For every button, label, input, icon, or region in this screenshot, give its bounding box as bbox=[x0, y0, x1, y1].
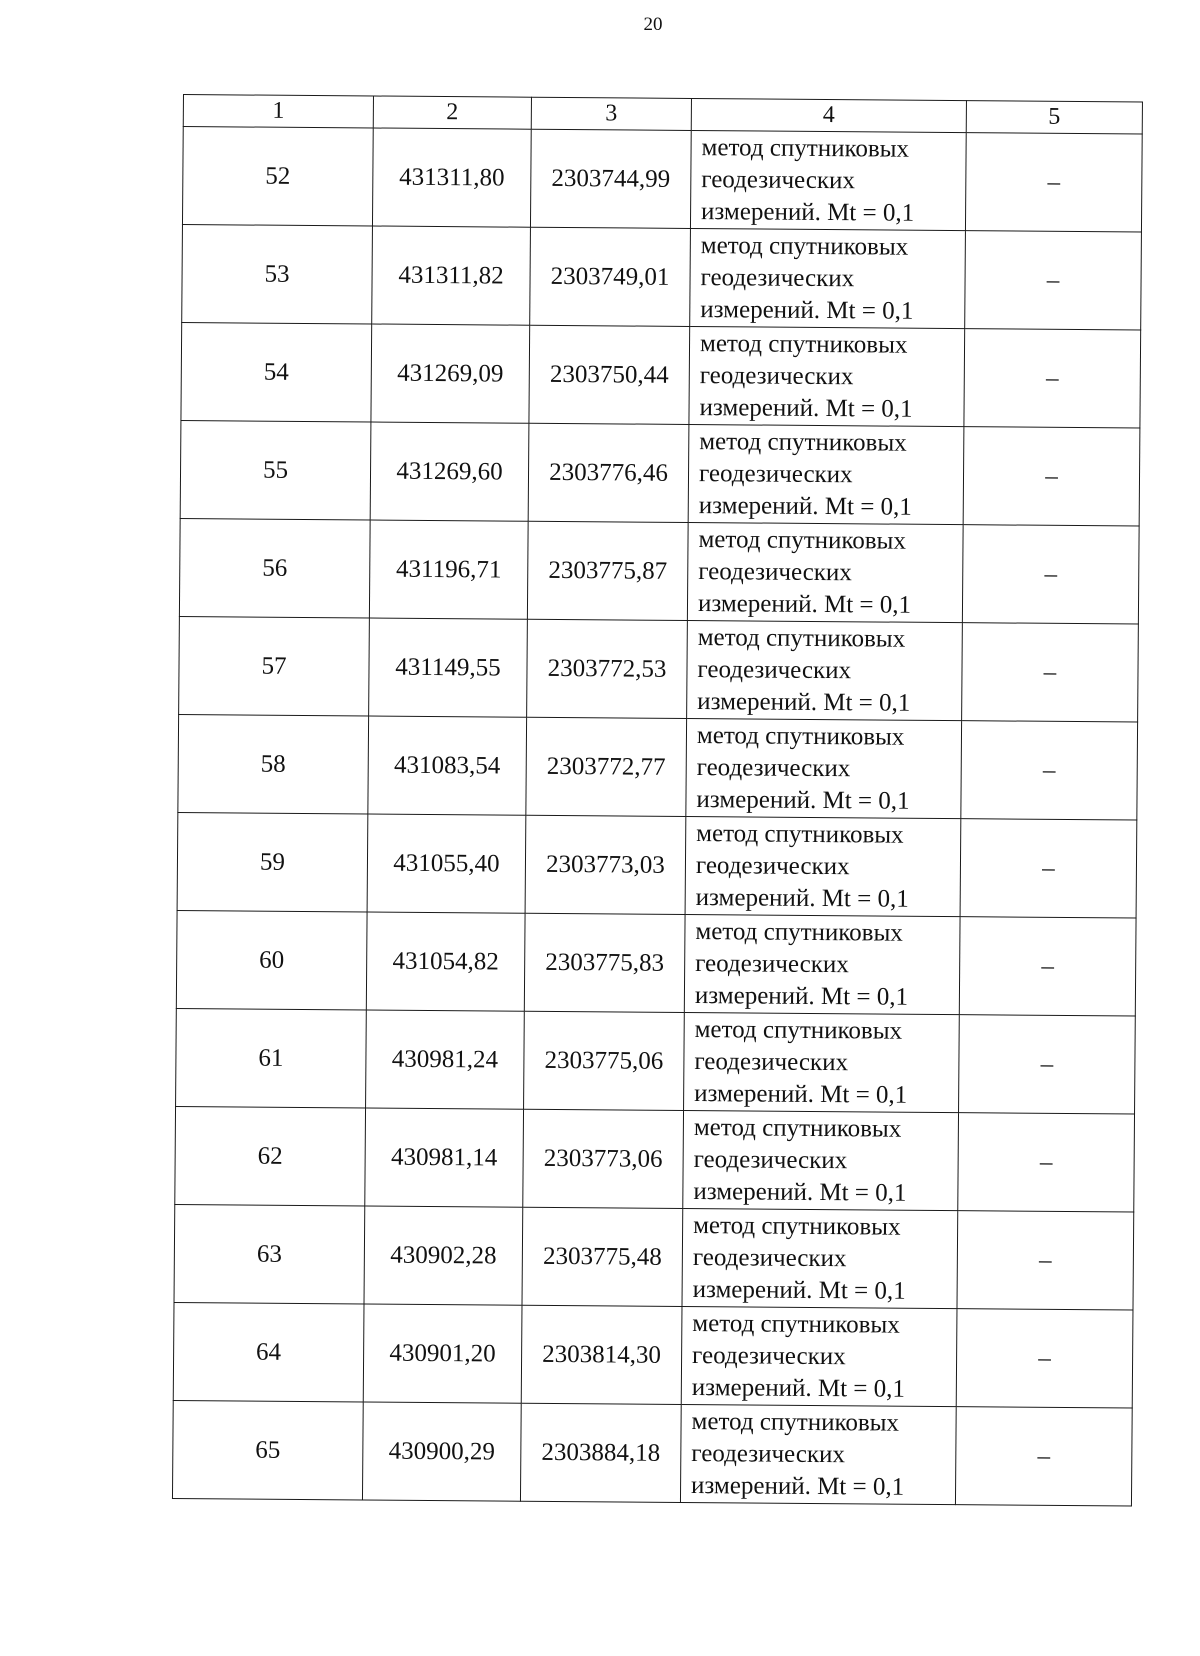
table-row bbox=[179, 616, 1139, 722]
method-line: метод спутниковых bbox=[699, 427, 907, 457]
point-number-cell: 65 bbox=[172, 1400, 363, 1499]
method-cell bbox=[684, 914, 960, 1014]
method-line: геодезических bbox=[699, 361, 854, 390]
x-coordinate-cell: 431083,54 bbox=[368, 716, 527, 815]
method-cell bbox=[690, 228, 966, 328]
method-line: метод спутниковых bbox=[697, 623, 906, 653]
method-line: метод спутниковых bbox=[692, 1309, 900, 1339]
method-line: измерений. Mt = 0,1 bbox=[694, 981, 909, 1011]
method-line: геодезических bbox=[695, 851, 850, 880]
method-line: метод спутниковых bbox=[696, 721, 905, 751]
table-row bbox=[178, 714, 1138, 820]
method-line: геодезических bbox=[693, 1145, 848, 1174]
point-number-cell: 64 bbox=[173, 1302, 364, 1401]
x-coordinate-cell: 430901,20 bbox=[363, 1304, 522, 1403]
method-line: измерений. Mt = 0,1 bbox=[696, 785, 910, 815]
method-line: метод спутниковых bbox=[693, 1113, 902, 1143]
method-line: геодезических bbox=[700, 263, 855, 292]
note-cell: – bbox=[960, 819, 1137, 918]
note-cell: – bbox=[965, 231, 1142, 330]
y-coordinate-cell: 2303775,87 bbox=[527, 521, 688, 620]
method-line: измерений. Mt = 0,1 bbox=[694, 1079, 908, 1109]
method-line: геодезических bbox=[697, 655, 852, 684]
header-col-1: 1 bbox=[183, 95, 373, 128]
x-coordinate-cell: 431311,80 bbox=[372, 128, 531, 227]
point-number-cell: 53 bbox=[182, 224, 373, 323]
x-coordinate-cell: 430981,14 bbox=[365, 1108, 524, 1207]
y-coordinate-cell: 2303749,01 bbox=[530, 227, 691, 326]
y-coordinate-cell: 2303773,06 bbox=[523, 1109, 684, 1208]
method-cell bbox=[689, 326, 965, 426]
method-line: геодезических bbox=[701, 165, 856, 194]
table-row bbox=[177, 812, 1137, 918]
point-number-cell: 58 bbox=[178, 714, 369, 813]
header-col-3: 3 bbox=[531, 97, 691, 130]
x-coordinate-cell: 430902,28 bbox=[364, 1206, 523, 1305]
note-cell: – bbox=[962, 623, 1139, 722]
method-line: измерений. Mt = 0,1 bbox=[691, 1373, 906, 1403]
method-cell bbox=[680, 1404, 956, 1504]
method-line: геодезических bbox=[696, 753, 851, 782]
note-cell: – bbox=[959, 1015, 1136, 1114]
method-line: метод спутниковых bbox=[691, 1407, 900, 1437]
x-coordinate-cell: 430981,24 bbox=[366, 1010, 525, 1109]
point-number-cell: 57 bbox=[179, 616, 370, 715]
note-cell: – bbox=[961, 721, 1138, 820]
method-line: геодезических bbox=[698, 459, 853, 488]
method-line: геодезических bbox=[695, 949, 849, 978]
table-row bbox=[173, 1302, 1133, 1408]
note-cell: – bbox=[964, 329, 1141, 428]
method-line: измерений. Mt = 0,1 bbox=[697, 687, 911, 717]
method-line: измерений. Mt = 0,1 bbox=[700, 197, 915, 227]
table-row bbox=[181, 322, 1141, 428]
note-cell: – bbox=[955, 1407, 1132, 1506]
table-row bbox=[172, 1400, 1132, 1506]
method-cell bbox=[690, 130, 966, 230]
x-coordinate-cell: 431055,40 bbox=[367, 814, 526, 913]
table-row bbox=[175, 1106, 1135, 1212]
method-line: измерений. Mt = 0,1 bbox=[690, 1471, 905, 1501]
table-row bbox=[179, 518, 1139, 624]
note-cell: – bbox=[962, 525, 1139, 624]
point-number-cell: 63 bbox=[174, 1204, 365, 1303]
method-cell bbox=[683, 1110, 959, 1210]
note-cell: – bbox=[963, 427, 1140, 526]
method-line: измерений. Mt = 0,1 bbox=[695, 883, 909, 913]
method-line: метод спутниковых bbox=[698, 525, 907, 555]
method-cell bbox=[686, 718, 962, 818]
y-coordinate-cell: 2303773,03 bbox=[525, 815, 686, 914]
point-number-cell: 52 bbox=[182, 127, 373, 226]
method-line: геодезических bbox=[691, 1439, 846, 1468]
method-line: метод спутниковых bbox=[696, 819, 904, 849]
method-line: измерений. Mt = 0,1 bbox=[700, 295, 914, 325]
x-coordinate-cell: 431269,09 bbox=[371, 324, 530, 423]
y-coordinate-cell: 2303775,83 bbox=[524, 913, 685, 1012]
method-line: геодезических bbox=[694, 1047, 849, 1076]
table-row bbox=[180, 420, 1140, 526]
point-number-cell: 55 bbox=[180, 420, 371, 519]
y-coordinate-cell: 2303772,53 bbox=[527, 619, 688, 718]
table-body bbox=[172, 127, 1142, 1506]
point-number-cell: 62 bbox=[175, 1106, 366, 1205]
method-cell bbox=[684, 1012, 960, 1112]
table-row bbox=[176, 910, 1136, 1016]
header-col-5: 5 bbox=[966, 101, 1142, 134]
page-number: 20 bbox=[643, 14, 663, 35]
y-coordinate-cell: 2303776,46 bbox=[528, 423, 689, 522]
method-line: метод спутниковых bbox=[701, 133, 910, 163]
table-row bbox=[182, 127, 1142, 233]
method-cell bbox=[682, 1208, 958, 1308]
y-coordinate-cell: 2303750,44 bbox=[529, 325, 690, 424]
point-number-cell: 60 bbox=[176, 910, 367, 1009]
method-cell bbox=[688, 424, 964, 524]
method-line: измерений. Mt = 0,1 bbox=[698, 491, 912, 521]
header-col-4: 4 bbox=[691, 98, 966, 132]
method-line: измерений. Mt = 0,1 bbox=[697, 589, 912, 619]
method-line: метод спутниковых bbox=[694, 1015, 903, 1045]
x-coordinate-cell: 431149,55 bbox=[369, 618, 528, 717]
coordinates-table bbox=[172, 94, 1143, 1506]
x-coordinate-cell: 431054,82 bbox=[366, 912, 525, 1011]
method-line: геодезических bbox=[692, 1243, 847, 1272]
method-cell bbox=[681, 1306, 957, 1406]
y-coordinate-cell: 2303775,06 bbox=[524, 1011, 685, 1110]
table-row bbox=[174, 1204, 1134, 1310]
header-col-2: 2 bbox=[373, 96, 531, 129]
note-cell: – bbox=[965, 133, 1142, 232]
method-line: метод спутниковых bbox=[700, 231, 909, 261]
table-row bbox=[182, 224, 1142, 330]
note-cell: – bbox=[956, 1309, 1133, 1408]
y-coordinate-cell: 2303772,77 bbox=[526, 717, 687, 816]
method-cell bbox=[687, 522, 963, 622]
method-line: геодезических bbox=[698, 557, 852, 586]
x-coordinate-cell: 431269,60 bbox=[370, 422, 529, 521]
point-number-cell: 56 bbox=[179, 518, 370, 617]
y-coordinate-cell: 2303775,48 bbox=[522, 1207, 683, 1306]
method-line: геодезических bbox=[692, 1341, 846, 1370]
point-number-cell: 61 bbox=[176, 1008, 367, 1107]
x-coordinate-cell: 431196,71 bbox=[369, 520, 528, 619]
y-coordinate-cell: 2303814,30 bbox=[521, 1305, 682, 1404]
y-coordinate-cell: 2303884,18 bbox=[520, 1403, 681, 1502]
method-line: измерений. Mt = 0,1 bbox=[692, 1275, 906, 1305]
point-number-cell: 54 bbox=[181, 322, 372, 421]
point-number-cell: 59 bbox=[177, 812, 368, 911]
note-cell: – bbox=[957, 1211, 1134, 1310]
y-coordinate-cell: 2303744,99 bbox=[530, 129, 691, 228]
method-line: измерений. Mt = 0,1 bbox=[699, 393, 913, 423]
method-cell bbox=[685, 816, 961, 916]
method-line: метод спутниковых bbox=[699, 329, 908, 359]
method-line: измерений. Mt = 0,1 bbox=[693, 1177, 907, 1207]
note-cell: – bbox=[958, 1113, 1135, 1212]
method-line: метод спутниковых bbox=[695, 917, 903, 947]
table-row bbox=[176, 1008, 1136, 1114]
note-cell: – bbox=[959, 917, 1136, 1016]
x-coordinate-cell: 431311,82 bbox=[372, 226, 531, 325]
method-line: метод спутниковых bbox=[693, 1211, 901, 1241]
x-coordinate-cell: 430900,29 bbox=[362, 1402, 521, 1501]
method-cell bbox=[687, 620, 963, 720]
